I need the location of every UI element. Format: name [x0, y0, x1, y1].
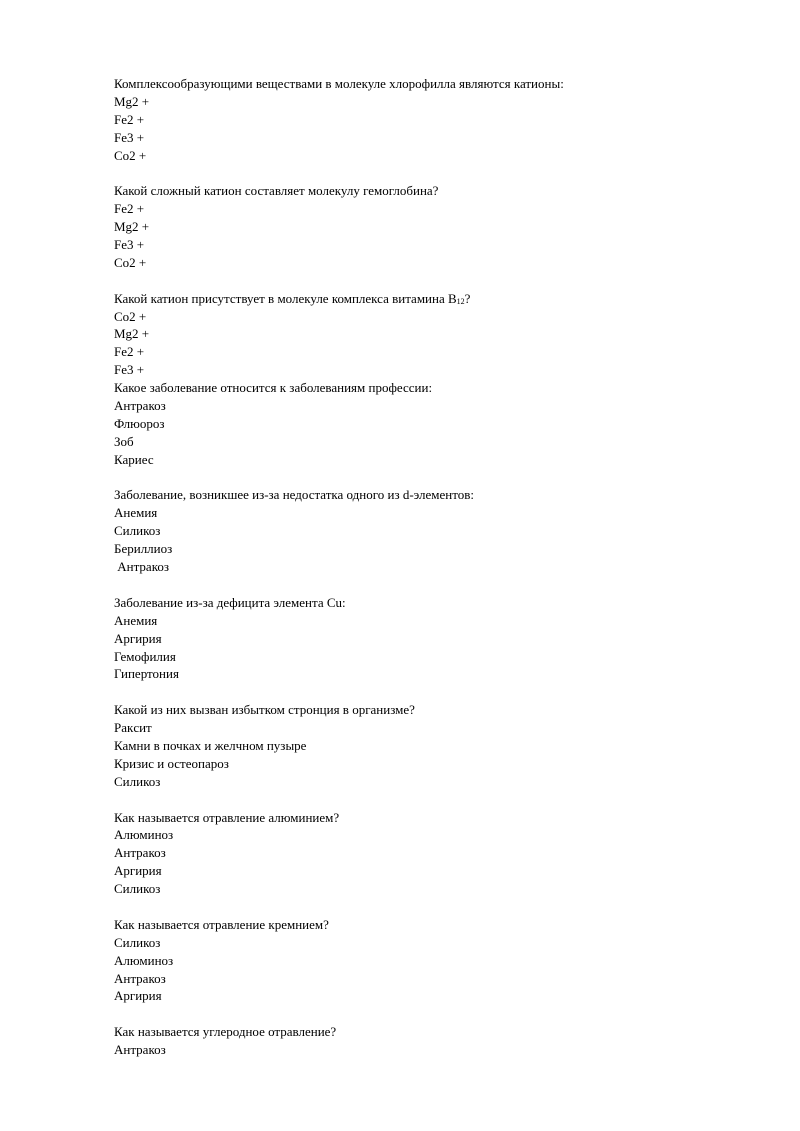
answer-option: Камни в почках и желчном пузыре: [114, 737, 307, 753]
question-text: Какой из них вызван избытком стронция в организме?: [114, 702, 415, 718]
answer-option: Mg2 +: [114, 326, 150, 342]
answer-option: Co2 +: [114, 308, 147, 324]
question-text: Заболевание из-за дефицита элемента Cu:: [114, 594, 346, 610]
answer-option: Анемия: [114, 505, 158, 521]
question-text: Как называется отравление алюминием?: [114, 809, 340, 825]
blank-line: [114, 576, 734, 594]
answer-option: Co2 +: [114, 147, 147, 163]
question-text-prefix: Какой катион присутствует в молекуле комплекса витамина B: [114, 290, 457, 306]
answer-option: Алюминоз: [114, 952, 174, 968]
question-block: [114, 182, 734, 271]
answer-option: Антракоз: [114, 559, 169, 575]
question-text: [114, 290, 734, 308]
answer-option: Fe3 +: [114, 237, 145, 253]
answer-option: Силикоз: [114, 934, 161, 950]
blank-line: [114, 791, 734, 809]
answer-option: Аргирия: [114, 863, 162, 879]
blank-line: [114, 683, 734, 701]
question-text: Какой сложный катион составляет молекулу гемоглобина?: [114, 183, 439, 199]
question-text: Какое заболевание относится к заболеваниям профессии:: [114, 380, 433, 396]
question-text-suffix: ?: [464, 290, 471, 306]
answer-option: Антракоз: [114, 1042, 166, 1058]
answer-option: Кариес: [114, 451, 154, 467]
answer-option: Кризис и остеопароз: [114, 755, 229, 771]
blank-line: [114, 1005, 734, 1023]
blank-line: [114, 469, 734, 487]
question-block: [114, 916, 734, 1005]
question-block: [114, 75, 734, 164]
question-block: [114, 379, 734, 468]
answer-option: Mg2 +: [114, 93, 150, 109]
blank-line: [114, 164, 734, 182]
answer-option: Co2 +: [114, 254, 147, 270]
question-text: Как называется углеродное отравление?: [114, 1024, 337, 1040]
answer-option: Mg2 +: [114, 219, 150, 235]
answer-option: Флюороз: [114, 415, 165, 431]
answer-option: Fe2 +: [114, 111, 145, 127]
answer-option: Силикоз: [114, 881, 161, 897]
question-text: Комплексообразующими веществами в молекуле хлорофилла являются катионы:: [114, 76, 564, 91]
answer-option: Анемия: [114, 612, 158, 628]
question-text: Заболевание, возникшее из-за недостатка одного из d-элементов:: [114, 487, 474, 503]
answer-option: Бериллиоз: [114, 541, 173, 557]
answer-option: Аргирия: [114, 630, 162, 646]
answer-option: Алюминоз: [114, 827, 174, 843]
answer-option: Fe3 +: [114, 129, 145, 145]
question-block: [114, 809, 734, 898]
answer-option: Гемофилия: [114, 648, 176, 664]
question-text: Как называется отравление кремнием?: [114, 916, 329, 932]
answer-option: Антракоз: [114, 970, 166, 986]
answer-option: Ракcит: [114, 720, 152, 736]
answer-option: Зоб: [114, 433, 134, 449]
question-block: [114, 1023, 734, 1059]
answer-option: Антракоз: [114, 398, 166, 414]
question-block: [114, 486, 734, 575]
question-block: [114, 594, 734, 683]
answer-option: Fe3 +: [114, 362, 145, 378]
question-block: [114, 701, 734, 790]
answer-option: Силикоз: [114, 523, 161, 539]
document-page: [114, 75, 734, 1059]
blank-line: [114, 272, 734, 290]
answer-option: Fe2 +: [114, 201, 145, 217]
blank-line: [114, 898, 734, 916]
answer-option: Гипертония: [114, 666, 179, 682]
question-block: [114, 290, 734, 379]
answer-option: Антракоз: [114, 845, 166, 861]
answer-option: Fe2 +: [114, 344, 145, 360]
subscript-twelve: 12: [456, 296, 465, 306]
answer-option: Аргирия: [114, 988, 162, 1004]
answer-option: Силикоз: [114, 773, 161, 789]
